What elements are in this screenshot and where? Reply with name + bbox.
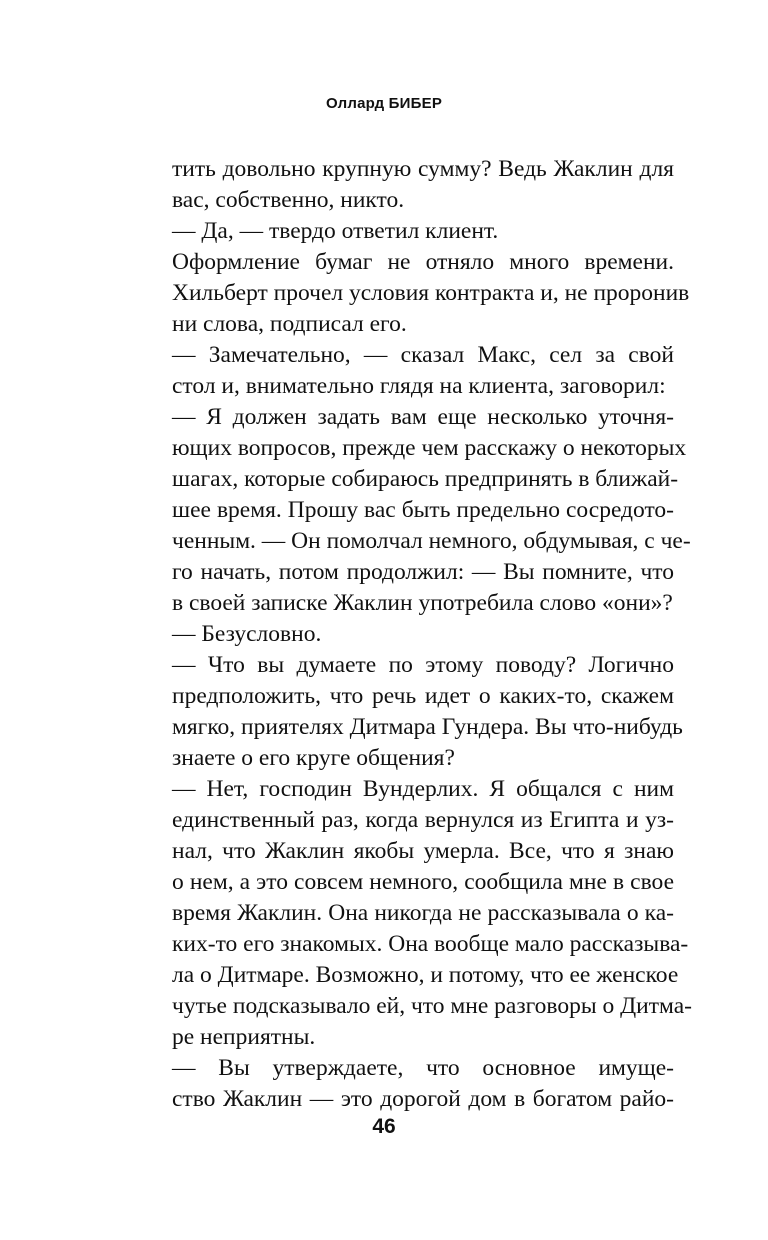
text-line: шее время. Прошу вас быть предельно сосредото- — [172, 497, 674, 523]
text-line: тить довольно крупную сумму? Ведь Жаклин для — [172, 156, 674, 182]
text-line: время Жаклин. Она никогда не рассказывала о ка- — [172, 900, 674, 926]
running-title: Оллард БИБЕР — [325, 95, 443, 112]
text-line: ченным. — Он помолчал немного, обдумывая, с че- — [172, 528, 691, 554]
text-line: го начать, потом продолжил: — Вы помните, что — [172, 559, 674, 585]
text-line: стол и, внимательно глядя на клиента, заговорил: — [172, 373, 666, 399]
text-line: — Да, — твердо ответил клиент. — [172, 218, 499, 244]
text-line: — Что вы думаете по этому поводу? Логично — [172, 652, 674, 678]
text-line: — Вы утверждаете, что основное имуще- — [172, 1055, 674, 1081]
text-line: ющих вопросов, прежде чем расскажу о некоторых — [172, 435, 687, 461]
text-line: в своей записке Жаклин употребила слово «они»? — [172, 590, 673, 616]
text-line: ство Жаклин — это дорогой дом в богатом райо- — [172, 1086, 674, 1112]
text-line: — Нет, господин Вундерлих. Я общался с ним — [172, 776, 674, 802]
text-line: ни слова, подписал его. — [172, 311, 407, 337]
text-line: мягко, приятелях Дитмара Гундера. Вы что-нибудь — [172, 714, 683, 740]
text-line: ких-то его знакомых. Она вообще мало рассказыва- — [172, 931, 689, 957]
text-line: ла о Дитмаре. Возможно, и потому, что ее женское — [172, 962, 679, 988]
text-line: шагах, которые собираюсь предпринять в ближай- — [172, 466, 679, 492]
text-line: чутье подсказывало ей, что мне разговоры о Дитма- — [172, 993, 692, 1019]
text-line: вас, собственно, никто. — [172, 187, 405, 213]
text-line: — Безусловно. — [172, 621, 322, 647]
text-line: ре неприятны. — [172, 1024, 316, 1050]
page-body-text — [172, 154, 692, 1115]
text-line: нал, что Жаклин якобы умерла. Все, что я знаю — [172, 838, 674, 864]
text-line: о нем, а это совсем немного, сообщила мне в свое — [172, 869, 674, 895]
text-line: единственный раз, когда вернулся из Египта и уз- — [172, 807, 674, 833]
text-line: Оформление бумаг не отняло много времени. — [172, 249, 674, 275]
text-line: Хильберт прочел условия контракта и, не проронив — [172, 280, 690, 306]
text-line: предположить, что речь идет о каких-то, скажем — [172, 683, 674, 709]
text-line: — Замечательно, — сказал Макс, сел за свой — [172, 342, 674, 368]
page-number: 46 — [372, 1115, 396, 1138]
text-line: знаете о его круге общения? — [172, 745, 455, 771]
text-line: — Я должен задать вам еще несколько уточня- — [172, 404, 674, 430]
